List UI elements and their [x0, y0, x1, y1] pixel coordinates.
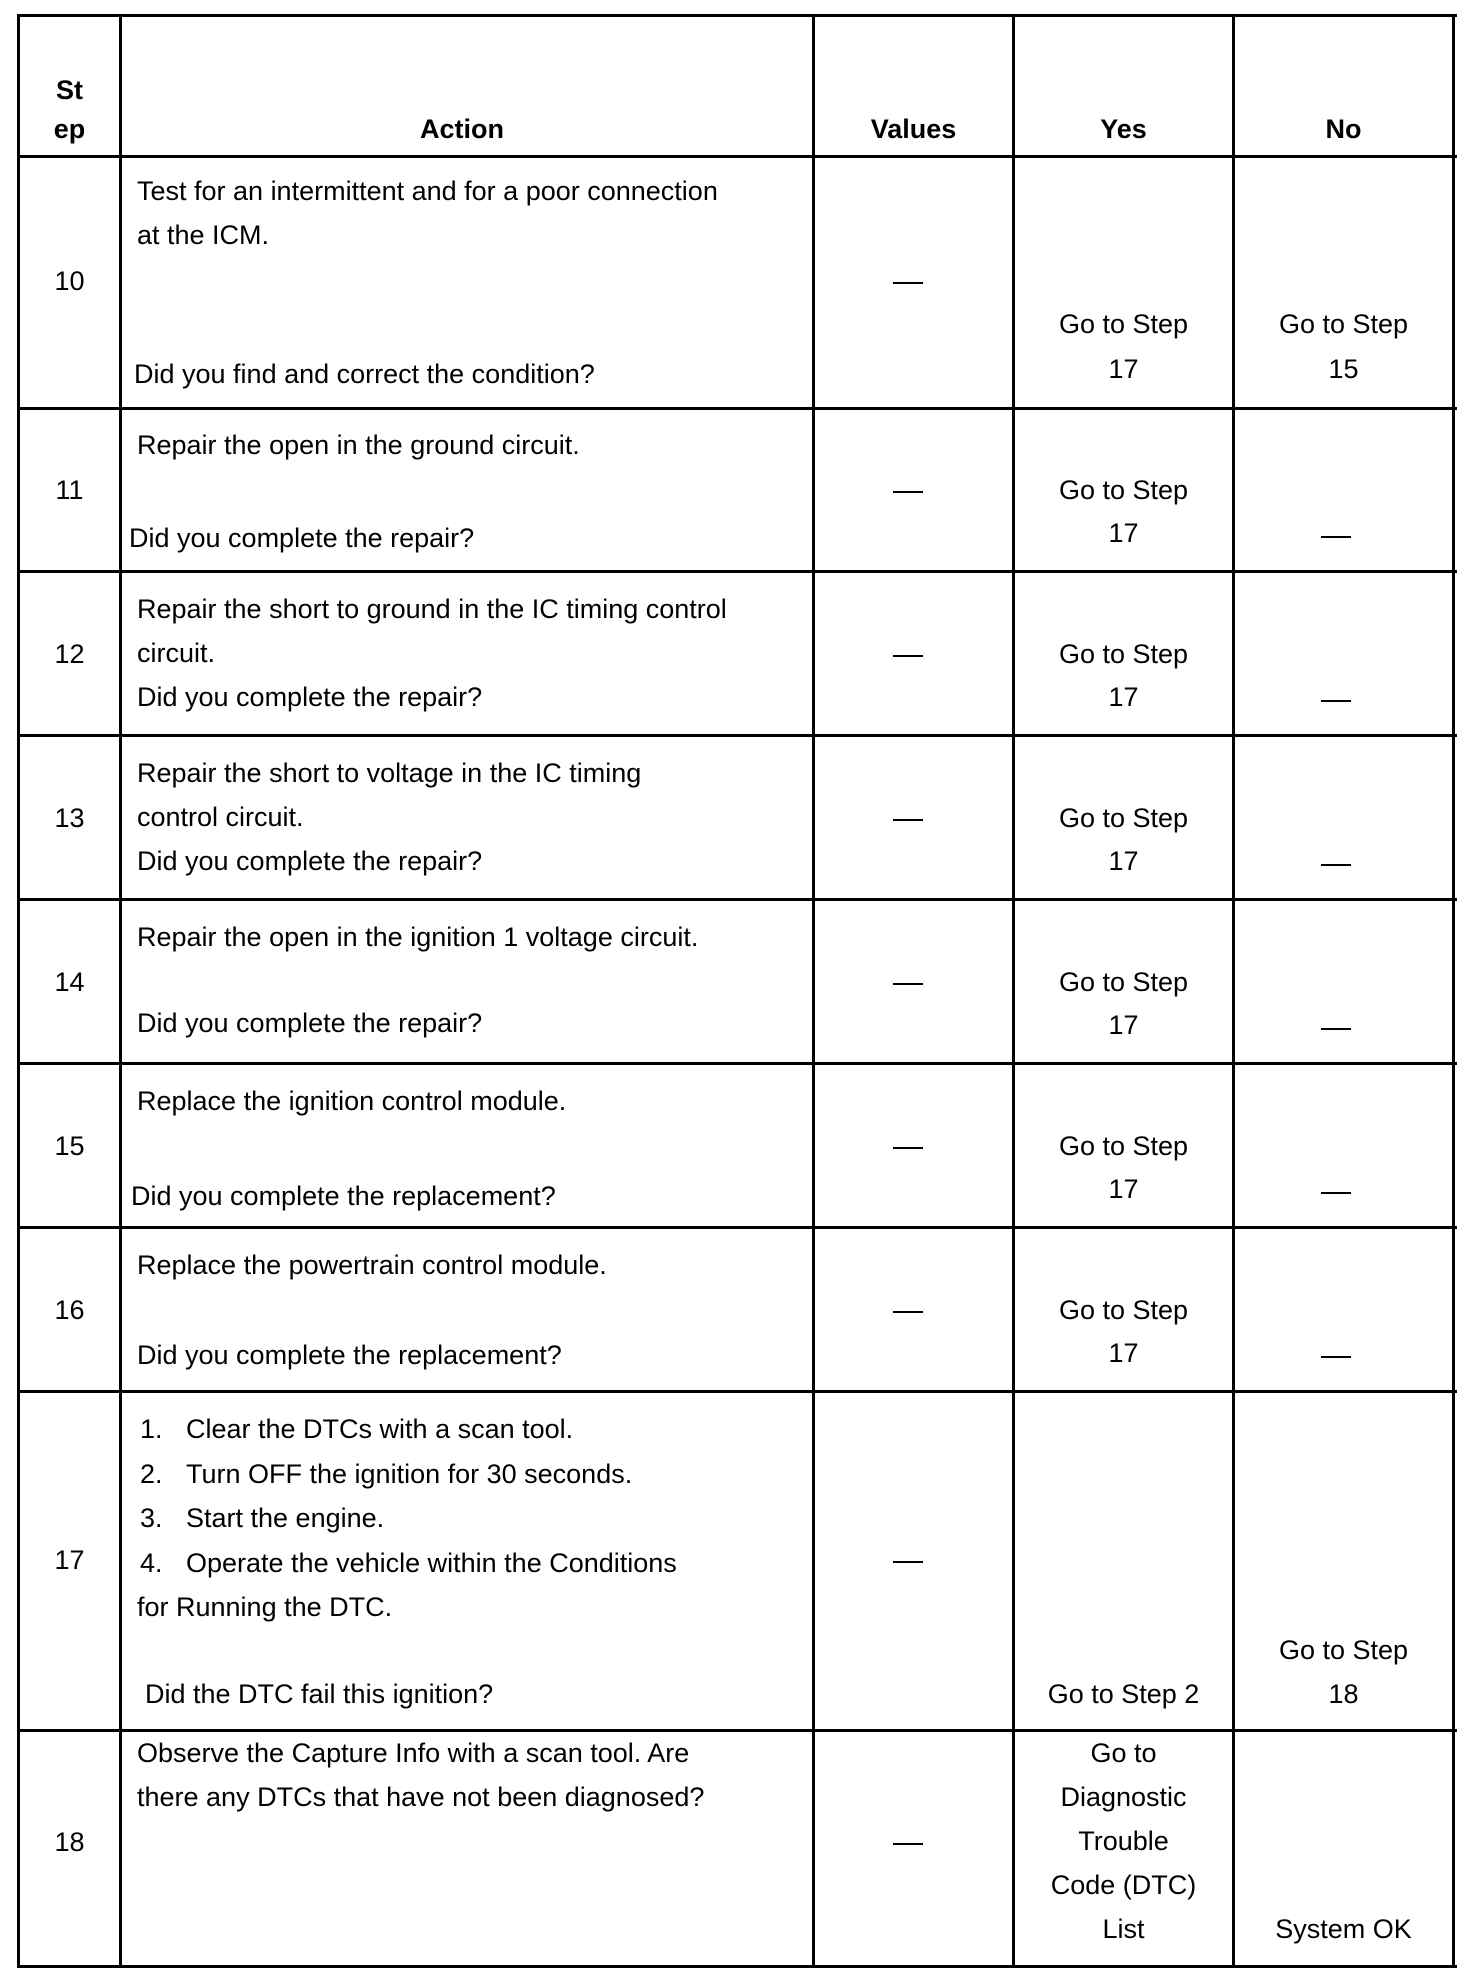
- action-text: control circuit.: [137, 802, 304, 832]
- step-number: 18: [54, 1827, 85, 1857]
- action-question: Did you complete the replacement?: [137, 1340, 562, 1370]
- action-text: Observe the Capture Info with a scan tool. Are: [137, 1738, 690, 1768]
- row-divider: [17, 1390, 1457, 1393]
- row-divider: [17, 734, 1457, 737]
- yes-link-go-to-step[interactable]: Go to Step: [1058, 803, 1189, 833]
- no-dash: [1321, 1028, 1351, 1030]
- action-text: Repair the short to ground in the IC timing control: [137, 594, 727, 624]
- no-link-go-to-step[interactable]: Go to Step: [1278, 1635, 1409, 1665]
- header-yes: Yes: [1100, 114, 1147, 144]
- values-dash: [893, 983, 923, 985]
- no-link-step-number[interactable]: 18: [1328, 1679, 1359, 1709]
- list-item: Start the engine.: [186, 1503, 385, 1533]
- action-question: Did you find and correct the condition?: [134, 359, 595, 389]
- action-text: Replace the powertrain control module.: [137, 1250, 607, 1280]
- step-number: 15: [54, 1131, 85, 1161]
- action-text: at the ICM.: [137, 220, 270, 250]
- table-border-top: [17, 14, 1457, 17]
- yes-link-go-to-step[interactable]: Go to Step: [1058, 1295, 1189, 1325]
- header-step-line1: St: [56, 75, 83, 105]
- no-dash: [1321, 864, 1351, 866]
- values-dash: [893, 1843, 923, 1845]
- action-text: Repair the short to voltage in the IC timing: [137, 758, 642, 788]
- values-dash: [893, 1561, 923, 1563]
- row-divider: [17, 1062, 1457, 1065]
- yes-link-text[interactable]: List: [1102, 1914, 1145, 1944]
- values-dash: [893, 1147, 923, 1149]
- action-question: Did you complete the repair?: [137, 1008, 483, 1038]
- row-divider: [17, 570, 1457, 573]
- yes-link-go-to-step[interactable]: Go to Step: [1058, 475, 1189, 505]
- header-action: Action: [420, 114, 504, 144]
- step-number: 12: [54, 639, 85, 669]
- table-border-right: [1452, 14, 1455, 1968]
- header-step-line2: ep: [53, 114, 86, 144]
- yes-link-go-to-step[interactable]: Go to Step: [1058, 1131, 1189, 1161]
- action-question: Did you complete the repair?: [137, 682, 483, 712]
- no-dash: [1321, 700, 1351, 702]
- values-dash: [893, 1311, 923, 1313]
- column-divider-step-action: [119, 14, 122, 1968]
- yes-link-text[interactable]: Diagnostic: [1060, 1782, 1187, 1812]
- values-dash: [893, 819, 923, 821]
- list-number: 3.: [140, 1503, 163, 1533]
- list-item: Clear the DTCs with a scan tool.: [186, 1414, 574, 1444]
- row-divider: [17, 1226, 1457, 1229]
- yes-link-step-number[interactable]: 17: [1108, 354, 1139, 384]
- yes-link-text[interactable]: Go to: [1090, 1738, 1157, 1768]
- values-dash: [893, 282, 923, 284]
- list-number: 2.: [140, 1459, 163, 1489]
- list-number: 1.: [140, 1414, 163, 1444]
- step-number: 17: [54, 1545, 85, 1575]
- table-border-bottom: [17, 1965, 1457, 1968]
- yes-link-go-to-step-2[interactable]: Go to Step 2: [1047, 1679, 1200, 1709]
- yes-link-step-number[interactable]: 17: [1108, 1010, 1139, 1040]
- values-dash: [893, 655, 923, 657]
- action-question: Did you complete the repair?: [137, 846, 483, 876]
- yes-link-text[interactable]: Trouble: [1078, 1826, 1169, 1856]
- yes-link-step-number[interactable]: 17: [1108, 1174, 1139, 1204]
- action-text: circuit.: [137, 638, 216, 668]
- no-dash: [1321, 1356, 1351, 1358]
- step-number: 14: [54, 967, 85, 997]
- action-continuation: for Running the DTC.: [137, 1592, 393, 1622]
- header-no: No: [1325, 114, 1362, 144]
- step-number: 11: [55, 475, 84, 505]
- column-divider-action-values: [812, 14, 815, 1968]
- header-divider: [17, 155, 1457, 158]
- action-question: Did the DTC fail this ignition?: [145, 1679, 494, 1709]
- header-values: Values: [870, 114, 957, 144]
- no-link-step-number[interactable]: 15: [1328, 354, 1359, 384]
- no-dash: [1321, 1192, 1351, 1194]
- step-number: 13: [54, 803, 85, 833]
- action-text: Repair the open in the ignition 1 voltage circuit.: [137, 922, 699, 952]
- list-item: Operate the vehicle within the Conditions: [186, 1548, 677, 1578]
- yes-link-go-to-step[interactable]: Go to Step: [1058, 639, 1189, 669]
- no-link-go-to-step[interactable]: Go to Step: [1278, 309, 1409, 339]
- yes-link-step-number[interactable]: 17: [1108, 1338, 1139, 1368]
- values-dash: [893, 491, 923, 493]
- step-number: 16: [54, 1295, 85, 1325]
- no-dash: [1321, 536, 1351, 538]
- list-number: 4.: [140, 1548, 163, 1578]
- list-item: Turn OFF the ignition for 30 seconds.: [186, 1459, 633, 1489]
- step-number: 10: [54, 266, 85, 296]
- row-divider: [17, 407, 1457, 410]
- row-divider: [17, 1729, 1457, 1732]
- yes-link-step-number[interactable]: 17: [1108, 518, 1139, 548]
- action-text: there any DTCs that have not been diagnosed?: [137, 1782, 705, 1812]
- row-divider: [17, 898, 1457, 901]
- action-question: Did you complete the replacement?: [131, 1181, 556, 1211]
- yes-link-text[interactable]: Code (DTC): [1050, 1870, 1197, 1900]
- yes-link-step-number[interactable]: 17: [1108, 846, 1139, 876]
- yes-link-go-to-step[interactable]: Go to Step: [1058, 309, 1189, 339]
- action-text: Replace the ignition control module.: [137, 1086, 567, 1116]
- no-result-system-ok: System OK: [1275, 1914, 1412, 1944]
- yes-link-step-number[interactable]: 17: [1108, 682, 1139, 712]
- yes-link-go-to-step[interactable]: Go to Step: [1058, 967, 1189, 997]
- action-text: Repair the open in the ground circuit.: [137, 430, 580, 460]
- action-question: Did you complete the repair?: [129, 523, 475, 553]
- action-text: Test for an intermittent and for a poor connection: [137, 176, 718, 206]
